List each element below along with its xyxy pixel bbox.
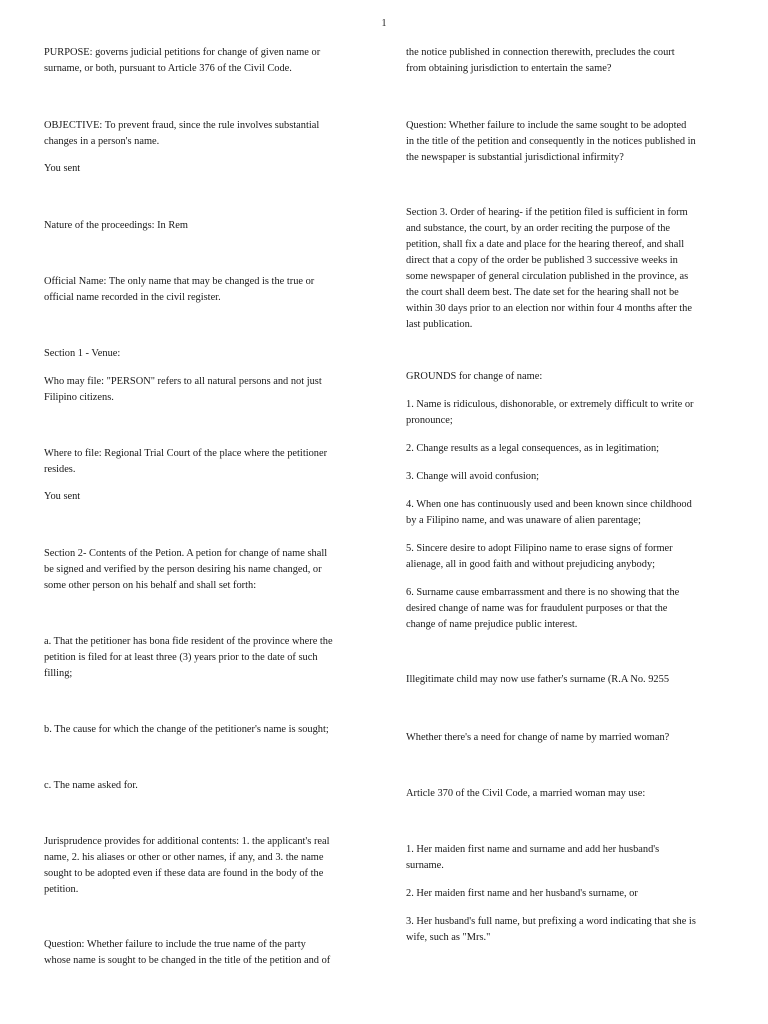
section-1-heading: Section 1 - Venue: xyxy=(44,348,121,359)
question-paragraph: Question: Whether failure to include the true name of the party whose name is sought to be changed in the title of the petition and of xyxy=(44,939,331,966)
item-b-paragraph: b. The cause for which the change of the petitioner's name is sought; xyxy=(44,724,329,735)
official-name-paragraph: Official Name: The only name that may be changed is the true or official name recorded in the civil register. xyxy=(44,276,315,303)
ground-3: 3. Change will avoid confusion; xyxy=(406,471,540,482)
grounds-heading: GROUNDS for change of name: xyxy=(406,371,543,382)
nature-paragraph: Nature of the proceedings: In Rem xyxy=(44,220,188,231)
ground-5: 5. Sincere desire to adopt Filipino name to erase signs of former alienage, all in good faith and without prejudicing anybody; xyxy=(406,543,673,570)
question-paragraph: Question: Whether failure to include the same sought to be adopted in the title of the petition and consequently in the notices published in the newspaper is substantial jurisdictional infirmity? xyxy=(406,120,696,163)
where-to-file-paragraph: Where to file: Regional Trial Court of the place where the petitioner resides. xyxy=(44,448,328,475)
objective-paragraph: OBJECTIVE: To prevent fraud, since the rule involves substantial changes in a person's name. xyxy=(44,120,320,147)
section-2-paragraph: Section 2- Contents of the Petion. A petion for change of name shall be signed and verified by the person desiring his name changed, or some other person on his behalf and shall set forth: xyxy=(44,548,328,591)
section-3-paragraph: Section 3. Order of hearing- if the petition filed is sufficient in form and substance, the court, by an order reciting the purpose of the petition, shall fix a date and place for the hearing thereof, and shall direct that a copy of the order be published 3 successive weeks in some newspaper of general circulation published in the province, as the court shall deem best. The date set for the hearing shall not be within 30 days prior to an election nor within four 4 months after the last publication. xyxy=(406,207,692,330)
jurisprudence-paragraph: Jurisprudence provides for additional contents: 1. the applicant's real name, 2. his aliases or other or other names, if any, and 3. the name sought to be adopted even if these data are found in the body of the petition. xyxy=(44,836,330,895)
married-option-1: 1. Her maiden first name and surname and add her husband's surname. xyxy=(406,844,660,871)
illegitimate-child-note: Illegitimate child may now use father's surname (R.A No. 9255 xyxy=(406,674,670,685)
married-option-2: 2. Her maiden first name and her husband's surname, or xyxy=(406,888,638,899)
article-370-heading: Article 370 of the Civil Code, a married woman may use: xyxy=(406,788,646,799)
page-number: 1 xyxy=(381,18,387,29)
married-woman-question: Whether there's a need for change of name by married woman? xyxy=(406,732,670,743)
married-option-3: 3. Her husband's full name, but prefixing a word indicating that she is wife, such as "Mrs." xyxy=(406,916,696,943)
purpose-paragraph: PURPOSE: governs judicial petitions for change of given name or surname, or both, pursuant to Article 376 of the Civil Code. xyxy=(44,47,321,74)
ground-6: 6. Surname cause embarrassment and there is no showing that the desired change of name was for fraudulent purposes or that the change of name prejudice public interest. xyxy=(406,587,680,630)
item-a-paragraph: a. That the petitioner has bona fide resident of the province where the petition is filed for at least three (3) years prior to the date of such filling; xyxy=(44,636,333,679)
ground-4: 4. When one has continuously used and been known since childhood by a Filipino name, and was unaware of alien parentage; xyxy=(406,499,692,526)
item-c-paragraph: c. The name asked for. xyxy=(44,780,138,791)
you-sent-note: You sent xyxy=(44,491,81,502)
ground-1: 1. Name is ridiculous, dishonorable, or extremely difficult to write or pronounce; xyxy=(406,399,694,426)
ground-2: 2. Change results as a legal consequences, as in legitimation; xyxy=(406,443,660,454)
who-may-file-paragraph: Who may file: "PERSON" refers to all natural persons and not just Filipino citizens. xyxy=(44,376,322,403)
you-sent-note: You sent xyxy=(44,163,81,174)
question-continuation: the notice published in connection therewith, precludes the court from obtaining jurisdiction to entertain the same? xyxy=(406,47,675,74)
